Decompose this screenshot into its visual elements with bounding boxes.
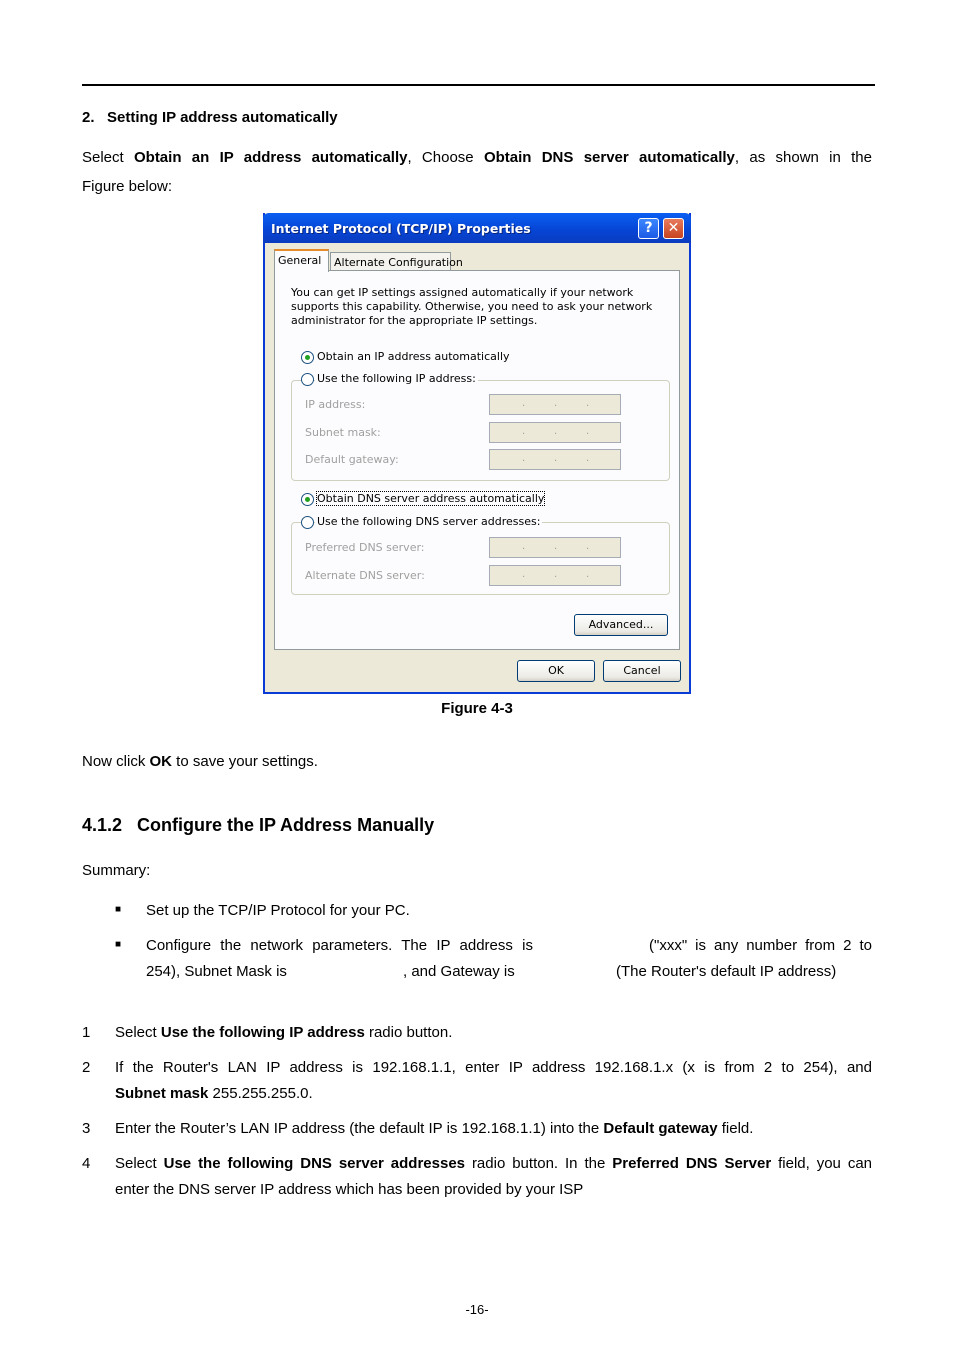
- dialog-title: Internet Protocol (TCP/IP) Properties: [271, 221, 531, 236]
- ok-button[interactable]: OK: [517, 660, 595, 682]
- tab-alternate-configuration[interactable]: Alternate Configuration: [330, 252, 451, 272]
- step-4-line1: Select Use the following DNS server addresses radio button. In the Preferred DNS Server field, you can: [115, 1155, 872, 1172]
- close-icon: ✕: [667, 220, 680, 236]
- radio-selected-dot: [305, 497, 310, 502]
- default-gateway-label: Default gateway:: [305, 453, 399, 466]
- help-button[interactable]: [638, 218, 659, 239]
- step-number: 3: [82, 1120, 91, 1137]
- bullet-icon: ■: [115, 904, 122, 915]
- subnet-mask-label: Subnet mask:: [305, 426, 381, 439]
- bullet-item-2-part3: 254), Subnet Mask is: [146, 963, 287, 980]
- save-note: Now click OK to save your settings.: [82, 753, 318, 770]
- preferred-dns-field[interactable]: . . .: [489, 537, 621, 558]
- dialog-titlebar: [263, 213, 691, 243]
- bullet-item-2-part1: Configure the network parameters. The IP address is: [146, 937, 533, 954]
- step-4-line2: enter the DNS server IP address which has been provided by your ISP: [115, 1181, 584, 1198]
- step-2-line2: Subnet mask 255.255.255.0.: [115, 1085, 313, 1102]
- tab-general[interactable]: General: [274, 249, 329, 272]
- bullet-item-2-part5: (The Router's default IP address): [616, 963, 837, 980]
- ip-address-field[interactable]: . . .: [489, 394, 621, 415]
- header-rule: [82, 84, 875, 86]
- summary-label: Summary:: [82, 862, 151, 879]
- bullet-item-2-part4: , and Gateway is: [403, 963, 515, 980]
- tcpip-properties-dialog: [263, 213, 691, 694]
- figure-caption: Figure 4-3: [441, 700, 513, 717]
- step-number: 1: [82, 1024, 91, 1041]
- obtain-dns-radio[interactable]: [301, 493, 314, 506]
- obtain-dns-label[interactable]: Obtain DNS server address automatically: [317, 492, 545, 505]
- subsection-title: 4.1.2 Configure the IP Address Manually: [82, 815, 435, 835]
- page-number: -16-: [465, 1302, 489, 1317]
- use-ip-radio[interactable]: [301, 373, 314, 386]
- description-text: You can get IP settings assigned automatically if your network supports this capability. Otherwise, you need to ask your network administrator for the appropriate IP settings.: [291, 286, 653, 327]
- step-1-text: Select Use the following IP address radio button.: [115, 1024, 453, 1041]
- advanced-button[interactable]: Advanced...: [574, 614, 668, 636]
- section-heading: 2. Setting IP address automatically: [82, 109, 338, 126]
- subnet-mask-field[interactable]: . . .: [489, 422, 621, 443]
- alternate-dns-label: Alternate DNS server:: [305, 569, 425, 582]
- intro-paragraph-line1: Select Obtain an IP address automatically, Choose Obtain DNS server automatically, as shown in the: [82, 149, 872, 166]
- close-button[interactable]: [663, 218, 684, 239]
- use-ip-label[interactable]: Use the following IP address:: [317, 372, 476, 385]
- preferred-dns-label: Preferred DNS server:: [305, 541, 425, 554]
- cancel-button[interactable]: Cancel: [603, 660, 681, 682]
- obtain-ip-label[interactable]: Obtain an IP address automatically: [317, 350, 510, 363]
- radio-selected-dot: [305, 355, 310, 360]
- use-dns-radio[interactable]: [301, 516, 314, 529]
- step-2-line1: If the Router's LAN IP address is 192.168.1.1, enter IP address 192.168.1.x (x is from 2 to 254), and: [115, 1059, 872, 1076]
- use-dns-label[interactable]: Use the following DNS server addresses:: [317, 515, 541, 528]
- alternate-dns-field[interactable]: . . .: [489, 565, 621, 586]
- ip-address-label: IP address:: [305, 398, 366, 411]
- bullet-item-2-part2: ("xxx" is any number from 2 to: [649, 937, 872, 954]
- step-number: 4: [82, 1155, 91, 1172]
- bullet-icon: ■: [115, 939, 122, 950]
- help-icon: ?: [644, 220, 653, 236]
- intro-paragraph-line2: Figure below:: [82, 178, 173, 195]
- default-gateway-field[interactable]: . . .: [489, 449, 621, 470]
- step-3-text: Enter the Router’s LAN IP address (the default IP is 192.168.1.1) into the Default gateway field.: [115, 1120, 754, 1137]
- step-number: 2: [82, 1059, 91, 1076]
- bullet-item-1: Set up the TCP/IP Protocol for your PC.: [146, 902, 410, 919]
- general-tab-panel: [274, 270, 680, 650]
- obtain-ip-radio[interactable]: [301, 351, 314, 364]
